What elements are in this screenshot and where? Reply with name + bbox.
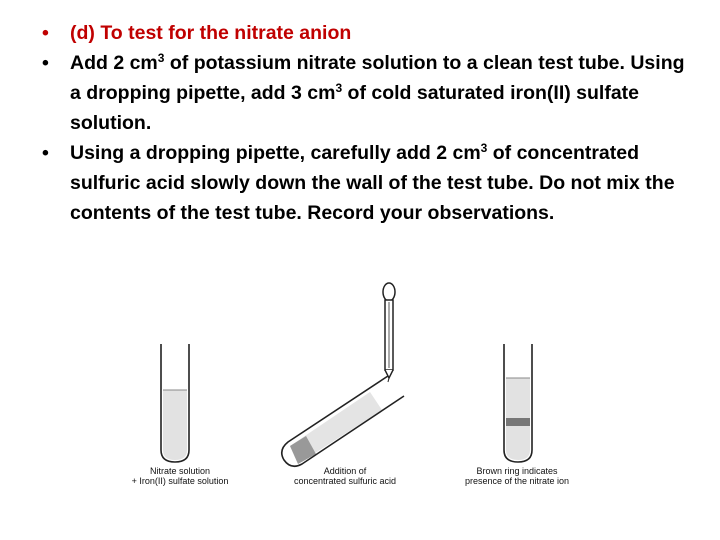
caption-3-line1: Brown ring indicates — [476, 466, 558, 476]
step-2-text-a: Using a dropping pipette, carefully add 2 cm — [70, 142, 481, 164]
bullet-marker: • — [42, 52, 49, 74]
caption-1 — [120, 466, 240, 486]
caption-3-line2: presence of the nitrate ion — [464, 476, 570, 486]
step-1-bullet — [0, 48, 720, 138]
step-2-text-b: of concentrated sulfuric acid slowly down the wall of the test tube. Do not mix the contents of the test tube. Record your observations. — [70, 142, 675, 224]
caption-1-line1: Nitrate solution — [149, 466, 211, 476]
dropping-pipette — [383, 283, 395, 382]
caption-2-line2: concentrated sulfuric acid — [293, 476, 397, 486]
bullet-marker: • — [42, 22, 49, 44]
step-1-text-a: Add 2 cm — [70, 52, 158, 74]
heading-text: (d) To test for the nitrate anion — [70, 22, 352, 44]
step-1-text-c: of cold saturated iron(II) sulfate solution. — [70, 82, 640, 134]
test-tube-diagram — [130, 278, 590, 493]
step-2-bullet — [0, 138, 720, 228]
superscript: 3 — [335, 81, 343, 95]
bullet-marker: • — [42, 142, 49, 164]
instruction-list — [0, 18, 720, 228]
tilted-tube — [282, 374, 404, 466]
superscript: 3 — [157, 51, 165, 65]
step-1-text-b: of potassium nitrate solution to a clean test tube. Using a dropping pipette, add 3 cm — [70, 52, 685, 104]
test-tube-3 — [504, 344, 532, 462]
test-tube-1 — [161, 344, 189, 462]
caption-3 — [452, 466, 582, 486]
caption-2-line1: Addition of — [323, 466, 367, 476]
superscript: 3 — [480, 141, 488, 155]
caption-2 — [280, 466, 410, 486]
heading-bullet — [0, 18, 720, 48]
diagram-svg — [130, 278, 590, 493]
caption-1-line2: + Iron(II) sulfate solution — [131, 476, 229, 486]
